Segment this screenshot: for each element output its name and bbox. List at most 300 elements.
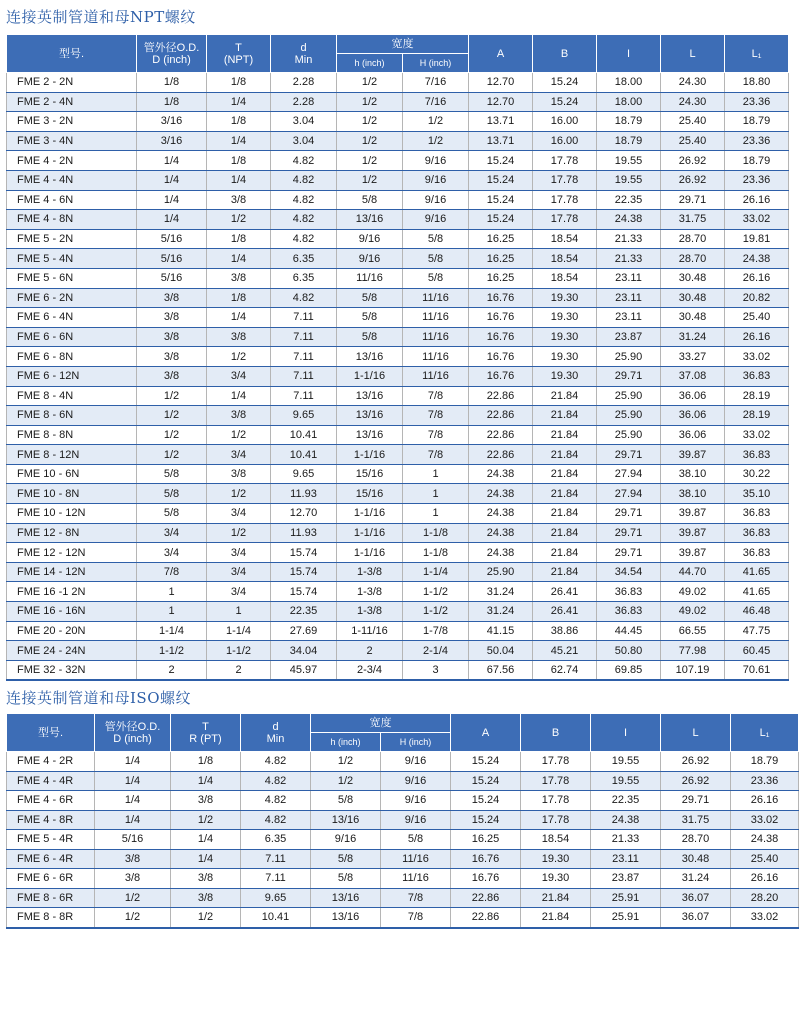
table-cell: 9/16 [337,229,403,249]
table-cell: 11.93 [271,484,337,504]
table-cell: 9/16 [403,210,469,230]
table-cell: 7.11 [271,327,337,347]
table-row [7,523,789,543]
table-cell: 4.82 [271,210,337,230]
table-cell: 36.83 [597,602,661,622]
table-cell: 25.40 [661,131,725,151]
table-cell: 41.65 [725,562,789,582]
table-cell: 1-1/4 [137,621,207,641]
table-cell: 41.15 [469,621,533,641]
table-cell: 44.45 [597,621,661,641]
table-cell: 3/4 [207,445,271,465]
table-cell: 21.84 [521,888,591,908]
table-cell: 7.11 [241,869,311,889]
table-cell: 15.24 [469,151,533,171]
table-cell: 26.41 [533,602,597,622]
table-cell: 4.82 [271,170,337,190]
table-cell: 1 [403,504,469,524]
table-cell: 1/2 [337,92,403,112]
table-cell: 22.35 [271,602,337,622]
table-cell: 11/16 [403,308,469,328]
header-h-small: h (inch) [311,733,381,752]
table-cell: 25.91 [591,908,661,928]
table-cell: 36.07 [661,888,731,908]
table-cell: 18.00 [597,92,661,112]
table-row [7,210,789,230]
table-cell: 24.38 [591,810,661,830]
table-cell: 11/16 [403,347,469,367]
table-cell: 29.71 [597,523,661,543]
table-cell: 23.87 [591,869,661,889]
iso-fittings-table [6,713,799,929]
table-cell: 3/4 [207,582,271,602]
header-l1: L₁ [725,35,789,73]
table-cell: 19.30 [533,347,597,367]
table-cell: 26.16 [725,268,789,288]
table-cell: 1/4 [137,190,207,210]
table-row [7,308,789,328]
table-cell: 31.75 [661,210,725,230]
table-cell: 4.82 [241,791,311,811]
table-cell: 3/8 [137,308,207,328]
table-cell: 7.11 [241,849,311,869]
table-cell: 2-3/4 [337,660,403,680]
table-cell: 1-1/16 [337,543,403,563]
table-cell: 3/8 [137,347,207,367]
table-cell: 19.30 [533,308,597,328]
table-cell: 1/2 [337,112,403,132]
table-cell: 70.61 [725,660,789,680]
table-cell: 3/4 [207,366,271,386]
table-cell: 25.90 [469,562,533,582]
table-cell: 33.02 [731,908,799,928]
header-h-large: H (inch) [403,54,469,73]
table-cell: 9/16 [381,752,451,772]
table-cell: 19.30 [533,288,597,308]
table-cell: 7.11 [271,386,337,406]
model-cell: FME 4 - 2R [7,752,95,772]
table-cell: 5/8 [403,249,469,269]
model-cell: FME 4 - 2N [7,151,137,171]
table-cell: 25.90 [597,347,661,367]
table-cell: 1/4 [171,849,241,869]
table-cell: 1/2 [95,888,171,908]
header-model: 型号. [7,714,95,752]
table-cell: 1/4 [207,249,271,269]
table-cell: 28.20 [731,888,799,908]
table-cell: 3/8 [207,268,271,288]
table-cell: 25.90 [597,425,661,445]
table-cell: 26.16 [725,327,789,347]
table-cell: 1-1/2 [403,582,469,602]
model-cell: FME 4 - 4N [7,170,137,190]
table-cell: 36.83 [725,543,789,563]
table-cell: 16.76 [469,366,533,386]
table-cell: 3.04 [271,112,337,132]
table-cell: 9/16 [381,810,451,830]
table-cell: 36.07 [661,908,731,928]
table-cell: 24.38 [469,543,533,563]
table-cell: 22.86 [469,406,533,426]
table-cell: 17.78 [533,210,597,230]
table-cell: 45.21 [533,641,597,661]
table-cell: 26.92 [661,771,731,791]
table-cell: 16.76 [469,327,533,347]
table-cell: 21.84 [533,406,597,426]
table-cell: 16.76 [469,288,533,308]
table-cell: 6.35 [241,830,311,850]
model-cell: FME 12 - 12N [7,543,137,563]
table-cell: 3/4 [207,504,271,524]
table-cell: 30.48 [661,288,725,308]
table-cell: 7/8 [403,406,469,426]
model-cell: FME 5 - 6N [7,268,137,288]
table-cell: 18.79 [731,752,799,772]
table-cell: 15.24 [533,73,597,93]
table-cell: 9/16 [311,830,381,850]
table-cell: 3/8 [95,849,171,869]
table-cell: 27.69 [271,621,337,641]
table-row [7,810,799,830]
table-cell: 1/4 [137,151,207,171]
table-cell: 3/8 [207,327,271,347]
npt-table-body [7,73,789,681]
header-width: 宽度 [337,35,469,54]
model-cell: FME 6 - 6N [7,327,137,347]
table-cell: 21.33 [597,229,661,249]
table-cell: 7.11 [271,347,337,367]
table-cell: 1-1/4 [403,562,469,582]
table-cell: 18.79 [597,112,661,132]
table-cell: 36.06 [661,406,725,426]
table-cell: 1/2 [311,752,381,772]
table-cell: 3/8 [207,406,271,426]
table-cell: 3/8 [137,288,207,308]
table-cell: 12.70 [271,504,337,524]
table-cell: 31.24 [661,869,731,889]
table-cell: 10.41 [271,445,337,465]
header-a: A [469,35,533,73]
table-cell: 9/16 [381,771,451,791]
table-row [7,771,799,791]
table-cell: 1-1/16 [337,366,403,386]
model-cell: FME 6 - 2N [7,288,137,308]
table-cell: 23.11 [591,849,661,869]
table-row [7,830,799,850]
table-cell: 24.38 [469,464,533,484]
table-cell: 5/8 [137,484,207,504]
table-cell: 9.65 [241,888,311,908]
table-cell: 1-3/8 [337,582,403,602]
header-outer-diameter: 管外径O.D. D (inch) [95,714,171,752]
iso-table-body [7,752,799,928]
table-cell: 1/4 [207,308,271,328]
table-cell: 1/2 [207,425,271,445]
table-cell: 21.84 [533,386,597,406]
table-cell: 29.71 [597,366,661,386]
model-cell: FME 4 - 6R [7,791,95,811]
table-cell: 22.86 [469,425,533,445]
model-cell: FME 5 - 4N [7,249,137,269]
table-cell: 1/2 [207,210,271,230]
table-cell: 3 [403,660,469,680]
table-cell: 1/4 [207,131,271,151]
table-cell: 13/16 [337,425,403,445]
table-cell: 1-1/16 [337,523,403,543]
table-row [7,249,789,269]
table-cell: 16.00 [533,112,597,132]
table-cell: 19.30 [533,327,597,347]
table-cell: 15.24 [469,170,533,190]
table-row [7,347,789,367]
table-cell: 1/2 [171,908,241,928]
table-cell: 16.76 [469,308,533,328]
table-cell: 13/16 [337,210,403,230]
table-cell: 18.79 [597,131,661,151]
table-row [7,621,789,641]
table-cell: 3/8 [137,327,207,347]
model-cell: FME 20 - 20N [7,621,137,641]
table-row [7,660,789,680]
table-cell: 1-1/2 [137,641,207,661]
table-cell: 5/8 [403,268,469,288]
header-d-min: d Min [271,35,337,73]
table-cell: 15.24 [451,791,521,811]
table-row [7,791,799,811]
table-cell: 15.24 [451,771,521,791]
model-cell: FME 32 - 32N [7,660,137,680]
table-cell: 19.55 [591,771,661,791]
table-cell: 13/16 [337,347,403,367]
header-model: 型号. [7,35,137,73]
table-cell: 7/8 [403,425,469,445]
table-cell: 15/16 [337,484,403,504]
table-cell: 21.84 [533,464,597,484]
model-cell: FME 8 - 12N [7,445,137,465]
table-cell: 15.24 [533,92,597,112]
table-cell: 29.71 [661,190,725,210]
header-b: B [521,714,591,752]
table-cell: 1/4 [207,386,271,406]
table-cell: 16.25 [469,268,533,288]
table-cell: 7/8 [381,908,451,928]
table-cell: 4.82 [271,190,337,210]
table-row [7,131,789,151]
table-cell: 19.55 [597,151,661,171]
table-cell: 46.48 [725,602,789,622]
table-cell: 1/2 [311,771,381,791]
table-cell: 21.84 [521,908,591,928]
table-cell: 15.24 [469,190,533,210]
model-cell: FME 5 - 4R [7,830,95,850]
table-row [7,641,789,661]
table-cell: 5/8 [337,308,403,328]
table-cell: 30.48 [661,849,731,869]
table-cell: 1/4 [171,830,241,850]
table-cell: 24.30 [661,73,725,93]
table-cell: 16.25 [451,830,521,850]
table-cell: 1/8 [207,151,271,171]
table-row [7,151,789,171]
npt-fittings-table [6,34,789,681]
table-cell: 3/4 [207,562,271,582]
header-a: A [451,714,521,752]
table-cell: 26.92 [661,170,725,190]
table-cell: 9/16 [381,791,451,811]
table-cell: 27.94 [597,464,661,484]
table-cell: 2 [137,660,207,680]
model-cell: FME 3 - 4N [7,131,137,151]
table-cell: 1-7/8 [403,621,469,641]
table-cell: 7.11 [271,366,337,386]
table-cell: 16.76 [451,849,521,869]
table-cell: 1/8 [137,92,207,112]
header-l1: L₁ [731,714,799,752]
table-cell: 36.06 [661,425,725,445]
table-cell: 13.71 [469,131,533,151]
table-cell: 24.38 [469,523,533,543]
header-width: 宽度 [311,714,451,733]
header-h-large: H (inch) [381,733,451,752]
table-cell: 7/8 [403,445,469,465]
table-cell: 25.40 [661,112,725,132]
table-cell: 35.10 [725,484,789,504]
table-cell: 1/8 [207,288,271,308]
table-cell: 1/4 [207,170,271,190]
header-d-min: d Min [241,714,311,752]
table-cell: 13/16 [311,810,381,830]
table-cell: 1/4 [207,92,271,112]
model-cell: FME 8 - 4N [7,386,137,406]
table-cell: 7.11 [271,308,337,328]
table-cell: 28.70 [661,249,725,269]
table-cell: 1/2 [207,523,271,543]
table-cell: 1/4 [137,210,207,230]
table-cell: 1-1/16 [337,504,403,524]
table-cell: 3/8 [137,366,207,386]
table-cell: 23.11 [597,268,661,288]
table-row [7,406,789,426]
table-cell: 1 [403,484,469,504]
table-cell: 28.70 [661,229,725,249]
model-cell: FME 6 - 12N [7,366,137,386]
table-cell: 1/2 [137,406,207,426]
table-cell: 5/16 [137,268,207,288]
table-cell: 11/16 [403,366,469,386]
table-cell: 19.55 [597,170,661,190]
table-cell: 36.06 [661,386,725,406]
table-cell: 16.25 [469,249,533,269]
table-cell: 5/16 [95,830,171,850]
table-cell: 13.71 [469,112,533,132]
table-cell: 33.02 [731,810,799,830]
table-cell: 5/8 [381,830,451,850]
table-row [7,484,789,504]
table-cell: 50.80 [597,641,661,661]
table-cell: 26.92 [661,752,731,772]
table-cell: 45.97 [271,660,337,680]
table-cell: 17.78 [533,170,597,190]
table-cell: 2 [207,660,271,680]
table-cell: 1/4 [95,810,171,830]
table-cell: 37.08 [661,366,725,386]
table-cell: 30.48 [661,308,725,328]
table-cell: 1 [137,602,207,622]
table-cell: 4.82 [241,752,311,772]
model-cell: FME 10 - 6N [7,464,137,484]
model-cell: FME 6 - 4R [7,849,95,869]
table-cell: 29.71 [597,445,661,465]
table-cell: 1/2 [95,908,171,928]
table-cell: 2 [337,641,403,661]
table-cell: 21.84 [533,484,597,504]
table-cell: 2.28 [271,73,337,93]
table-cell: 29.71 [661,791,731,811]
table-cell: 38.10 [661,464,725,484]
table-cell: 1-1/8 [403,543,469,563]
table-cell: 21.84 [533,504,597,524]
table-cell: 24.38 [731,830,799,850]
table-cell: 5/16 [137,229,207,249]
table-cell: 15.74 [271,562,337,582]
table-cell: 1-11/16 [337,621,403,641]
table-cell: 13/16 [337,406,403,426]
table-cell: 13/16 [311,908,381,928]
table-cell: 17.78 [521,791,591,811]
table-cell: 62.74 [533,660,597,680]
table-cell: 18.54 [533,229,597,249]
table-cell: 13/16 [337,386,403,406]
table-cell: 3/8 [95,869,171,889]
table-cell: 1/2 [337,73,403,93]
table-cell: 17.78 [533,190,597,210]
table-cell: 13/16 [311,888,381,908]
table-cell: 24.38 [725,249,789,269]
model-cell: FME 3 - 2N [7,112,137,132]
table-cell: 5/8 [337,288,403,308]
table-cell: 9.65 [271,406,337,426]
table-cell: 5/8 [337,327,403,347]
table-cell: 22.35 [597,190,661,210]
table-cell: 1/4 [95,791,171,811]
table-cell: 30.22 [725,464,789,484]
table-cell: 18.54 [533,249,597,269]
table-cell: 11/16 [403,288,469,308]
table-cell: 38.86 [533,621,597,641]
table-row [7,888,799,908]
model-cell: FME 4 - 8R [7,810,95,830]
table-cell: 21.84 [533,562,597,582]
table-cell: 25.90 [597,386,661,406]
table-cell: 1-1/4 [207,621,271,641]
table-cell: 25.40 [725,308,789,328]
table-cell: 39.87 [661,523,725,543]
table-cell: 1/4 [137,170,207,190]
table-cell: 1/8 [207,229,271,249]
model-cell: FME 8 - 6N [7,406,137,426]
table-cell: 33.02 [725,210,789,230]
table-cell: 4.82 [271,229,337,249]
table-cell: 33.27 [661,347,725,367]
table-cell: 16.76 [469,347,533,367]
table-row [7,445,789,465]
table-cell: 33.02 [725,425,789,445]
table-cell: 38.10 [661,484,725,504]
table-cell: 28.19 [725,406,789,426]
table-row [7,908,799,928]
table-cell: 69.85 [597,660,661,680]
table-cell: 28.70 [661,830,731,850]
